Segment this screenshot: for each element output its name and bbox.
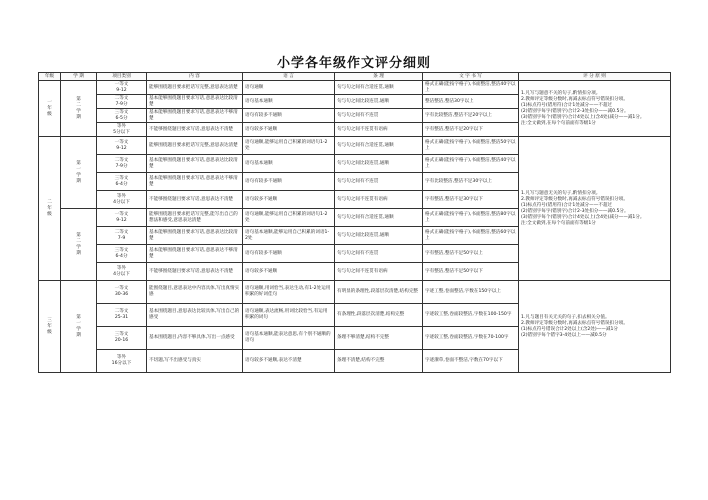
writing-cell: 字有整洁,整洁不足50字以下 [423,263,519,281]
criteria-cell: 1.凡写与题意无关的句子,酌情扣分项。 2.教师评定等级分数时,再减去标点符号错误扣分项。 (1)标点符号(错用符)合计1处减分——不超过 (2)错别字每字(错别字)合计2-3处扣分——减0.5分。 (3)错别字每个(错别字)合计4处以上(含4处)减分——减1分。 注:全文做到,在每个句前面有等级1分 [519,137,671,281]
writing-cell: 字有整洁,整洁不足50字以上 [423,245,519,263]
category-cell: 三等文 6-4分 [97,245,147,263]
header-writing: 文 字 书 写 [423,73,519,81]
category-cell: 等外 5分以下 [97,123,147,137]
language-cell: 语句有较多不通顺 [243,173,335,191]
category-cell: 等外 16分以下 [97,350,147,373]
writing-cell: 格式正确(能按字格子),书面整洁,整洁50字以上 [423,137,519,155]
writing-cell: 字迹较工整,卷面较整洁,字数在100-150字 [423,304,519,327]
category-cell: 二等文 25-31 [97,304,147,327]
structure-cell: 句与句之间有合适连贯,通顺 [335,137,423,155]
language-cell: 语句通顺,用词恰当,表达生动,有1-2处运用积累的好词佳句 [243,281,335,304]
language-cell: 语句通顺,能够运用自己积累的词语句1-2处 [243,209,335,227]
structure-cell: 句与句之间有不连贯 [335,109,423,123]
header-category: 项目类别 [97,73,147,81]
category-cell: 三等文 6-4分 [97,173,147,191]
content-cell: 基本能够围绕题目要求写话,意思表达比较清楚 [147,95,243,109]
content-cell: 基本能够围绕题目要求写话,意思表达比较清楚 [147,155,243,173]
language-cell: 语句较多不通顺 [243,263,335,281]
structure-cell: 条理不够清楚,结构不完整 [335,327,423,350]
writing-cell: 整洁整洁,整洁30字以上 [423,95,519,109]
content-cell: 基本能够围绕题目要求写话,意思表达不够清楚 [147,109,243,123]
writing-cell: 格式正确(能按字格子),书面整洁,整洁60字以上 [423,227,519,245]
structure-cell: 句与句之间有合适连贯,通顺 [335,81,423,95]
language-cell: 语句通顺,表达流畅,用词比较恰当,有运用积累的词句 [243,304,335,327]
category-cell: 一等文 30-36 [97,281,147,304]
writing-cell: 字迹较工整,卷面较整洁,字数在70-100字 [423,327,519,350]
table-row [39,281,671,304]
content-cell: 不切题,写不出感受与真实 [147,350,243,373]
language-cell: 语句较多不通顺 [243,123,335,137]
table-row [39,81,671,95]
language-cell: 语句基本通顺,能表达意思,有个别不通顺的语句 [243,327,335,350]
category-cell: 一等文 9-12 [97,209,147,227]
content-cell: 基本能够围绕题目要求写话,意思表达不够清楚 [147,173,243,191]
category-cell: 二等文 7-9 [97,227,147,245]
structure-cell: 句与句之间有不连贯 [335,173,423,191]
term-cell: 第 二 学 期 [61,81,97,137]
structure-cell: 句与句之间比较连贯,通顺 [335,227,423,245]
language-cell: 语句有较多不通顺 [243,245,335,263]
structure-cell: 条理不清楚,结构不完整 [335,350,423,373]
writing-cell: 格式正确(能按字格子),书面整洁,整洁40字以上 [423,81,519,95]
header-term: 学 期 [61,73,97,81]
structure-cell: 有明显的条理性,段落层次清楚,结构完整 [335,281,423,304]
content-cell: 能够围绕题目要求把话写完整,能写出自己的想法和感受,意思表达清楚 [147,209,243,227]
grade-cell: 二 年 级 [39,137,61,281]
writing-cell: 字有比较整洁,整洁不足20字以上 [423,109,519,123]
writing-cell: 字有比较整洁,整洁不足30字以上 [423,173,519,191]
category-cell: 三等文 6-5分 [97,109,147,123]
grade-cell: 一 年 级 [39,81,61,137]
writing-cell: 字有整洁,整洁不足30字以下 [423,191,519,209]
writing-cell: 字迹潦草,卷面不整洁,字数在70字以下 [423,350,519,373]
content-cell: 不能够围绕题目要求写话,意思表达不清楚 [147,123,243,137]
header-language: 语 言 [243,73,335,81]
writing-cell: 字迹工整,卷面整洁,字数在150字以上 [423,281,519,304]
language-cell: 语句基本通顺,能够运用自己积累的词语1-2处 [243,227,335,245]
structure-cell: 句与句之间不连贯有语病 [335,191,423,209]
structure-cell: 句与句之间比较连贯,通顺 [335,95,423,109]
header-structure: 条 理 [335,73,423,81]
writing-cell: 格式正确(能按字格子),书面整洁,整洁40字以上 [423,155,519,173]
language-cell: 语句基本通顺 [243,155,335,173]
header-grade: 年级 [39,73,61,81]
language-cell: 语句较多不通顺 [243,191,335,209]
term-cell: 第 一 学 期 [61,281,97,373]
content-cell: 基本围绕题目,内容不够具体,写出一点感受 [147,327,243,350]
structure-cell: 有条理性,段落层次清楚,结构完整 [335,304,423,327]
header-principles: 评 分 原 则 [519,73,671,81]
content-cell: 基本围绕题目,意思表达比较具体,写出自己的感受 [147,304,243,327]
structure-cell: 句与句之间有合适连贯,通顺 [335,209,423,227]
page-title: 小学各年级作文评分细则 [276,56,431,71]
category-cell: 二等文 7-9分 [97,155,147,173]
content-cell: 基本能够围绕题目要求写话,意思表达比较清楚 [147,227,243,245]
writing-cell: 字有整洁,整洁不足20字以下 [423,123,519,137]
writing-cell: 格式正确(能按字格子),书面整洁,整洁80字以上 [423,209,519,227]
category-cell: 等外 4分以下 [97,263,147,281]
content-cell: 不能够围绕题目要求写话,意思表达不清楚 [147,263,243,281]
header-content: 内 容 [147,73,243,81]
grade-cell: 三 年 级 [39,281,61,373]
category-cell: 一等文 9-12 [97,137,147,155]
category-cell: 三等文 20-16 [97,327,147,350]
language-cell: 语句有较多不通顺 [243,109,335,123]
content-cell: 基本能够围绕题目要求写话,意思表达不够清楚 [147,245,243,263]
content-cell: 能够围绕题目要求把话写完整,意思表达清楚 [147,81,243,95]
category-cell: 等外 4分以下 [97,191,147,209]
table-row [39,137,671,155]
language-cell: 语句通顺,能够运用自己积累的词语句1-2处 [243,137,335,155]
criteria-cell: 1.凡与题目有关无关的句子,扣去相关分值。 2.教师评定等级分数时,再减去标点符号错误扣分项。 (1)标点符号错误合计2处以上(含2处)——减1分 (2)错别字每个错字3-4处以上——减0.5分 [519,281,671,373]
structure-cell: 句与句之间有不连贯 [335,245,423,263]
structure-cell: 句与句之间不连贯有语病 [335,123,423,137]
category-cell: 一等文 9-12 [97,81,147,95]
category-cell: 二等文 7-9分 [97,95,147,109]
structure-cell: 句与句之间不连贯有语病 [335,263,423,281]
rubric-table [38,72,671,373]
rubric-body [39,81,671,373]
content-cell: 不能够围绕题目要求写话,意思表达不清楚 [147,191,243,209]
term-cell: 第 二 学 期 [61,209,97,281]
header-row [39,73,671,81]
language-cell: 语句较多不通顺,表达不清楚 [243,350,335,373]
language-cell: 语句通顺 [243,81,335,95]
criteria-cell: 1.凡写与题意不关的句子,酌情扣分项。 2.教师评定等级分数时,再减去标点符号错误扣分项。 (1)标点符号(错用符)合计1处减分——不超过 (2)错别字每字(错别字)合计2-3处扣分——减0.5分。 (3)错别字每个(错别字)合计4处以上(含4处)减分——减1分。 注:全文做到,在每个句前面有等级1分 [519,81,671,137]
content-cell: 能围绕题目,意思表达中内容具体,写出真情实感 [147,281,243,304]
language-cell: 语句基本通顺 [243,95,335,109]
content-cell: 能够围绕题目要求把话写完整,意思表达清楚 [147,137,243,155]
structure-cell: 句与句之间比较连贯,通顺 [335,155,423,173]
term-cell: 第 一 学 期 [61,137,97,209]
